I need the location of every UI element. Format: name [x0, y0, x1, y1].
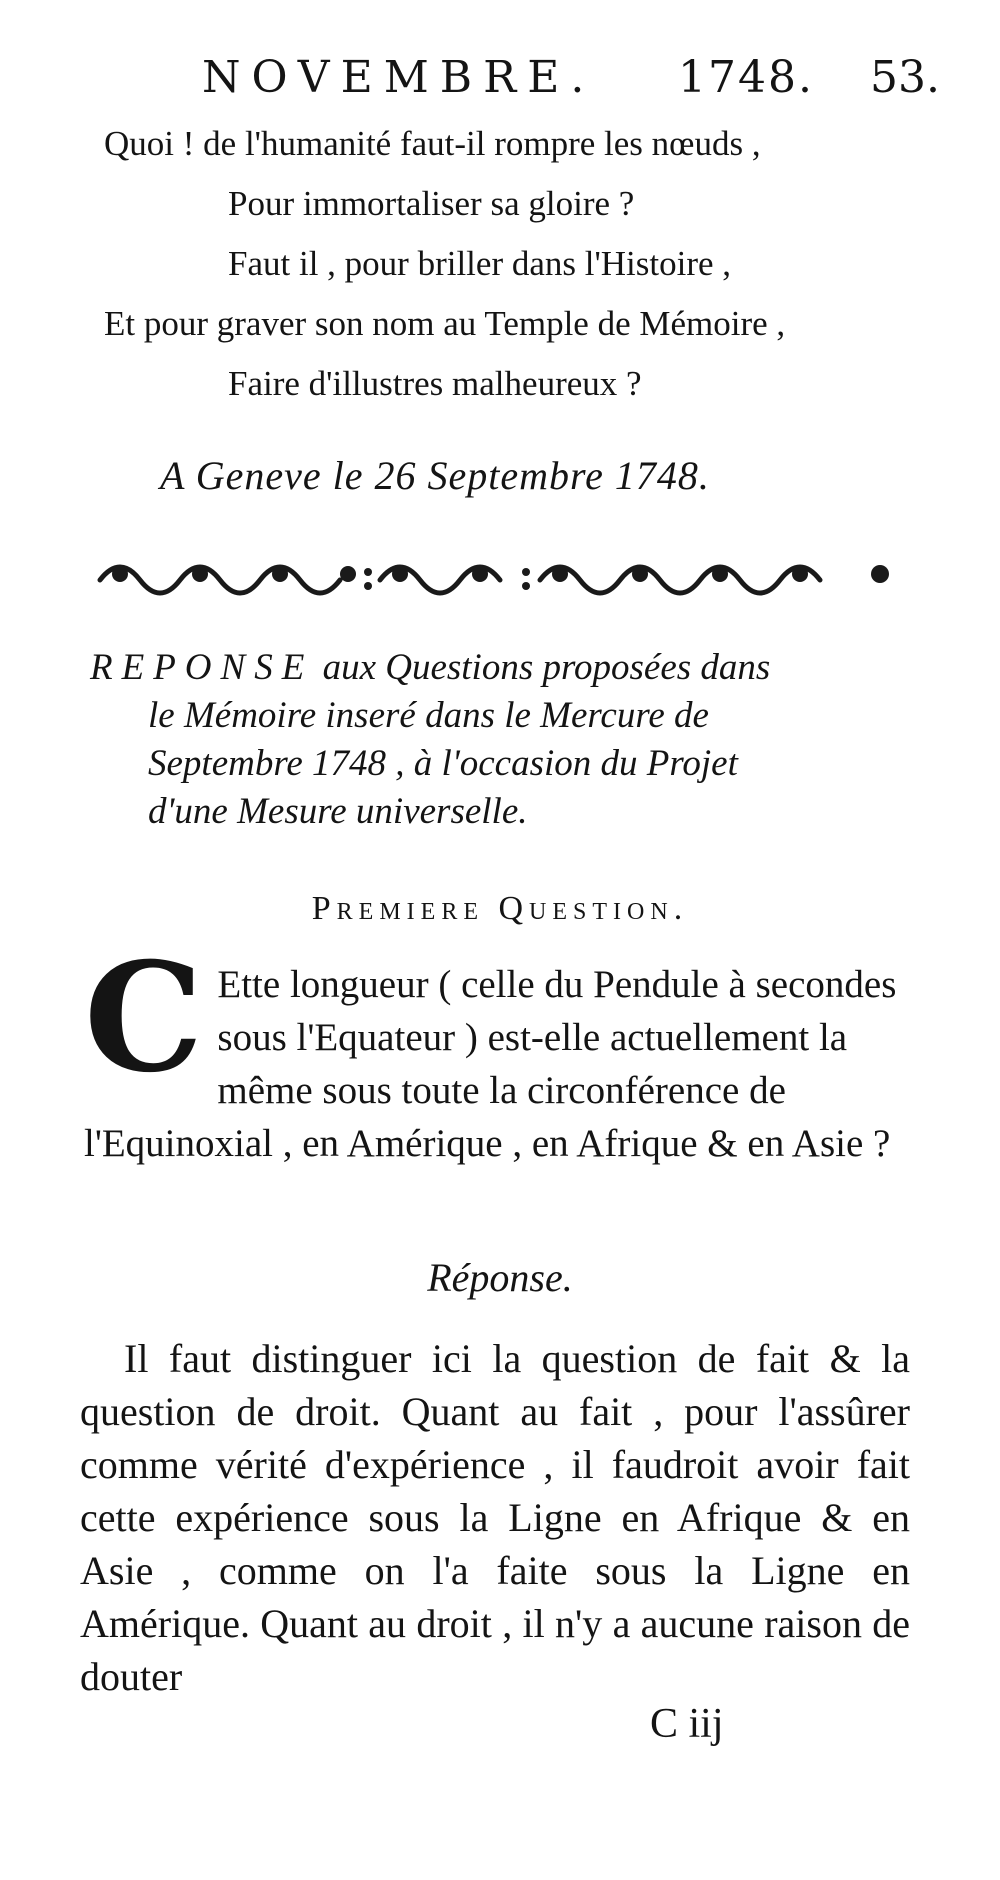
verse-line: Et pour graver son nom au Temple de Mémoire , [104, 304, 786, 343]
answer-paragraph: Il faut distinguer ici la question de fait & la question de droit. Quant au fait , pour l'assûrer comme vérité d'expérience , il faudroit avoir fait cette expérience sous la Ligne en Afrique & en Asie , comme on l'a faite sous la Ligne en Amérique. Quant au droit , il n'y a aucune raison de douter [80, 1336, 910, 1699]
header-month: NOVEMBRE. [202, 52, 596, 103]
verse-line: Faut il , pour briller dans l'Histoire , [228, 244, 732, 283]
title-lead: REPONSE [90, 647, 314, 688]
signature-mark: C iij [650, 1701, 724, 1747]
drop-cap: C [84, 930, 204, 1106]
title-line: d'une Mesure universelle. [148, 791, 528, 832]
running-header [190, 52, 950, 112]
title-line: le Mémoire inseré dans le Mercure de [148, 695, 709, 736]
question-text: Ette longueur ( celle du Pendule à secondes sous l'Equateur ) est-elle actuellement la même sous toute la circonférence de l'Equinoxial , en Amérique , en Afrique & en Asie ? [84, 963, 897, 1165]
ornamental-divider [80, 550, 920, 606]
dateline: A Geneve le 26 Septembre 1748. [160, 453, 710, 498]
verse-line: Pour immortaliser sa gloire ? [228, 184, 635, 223]
verse-line: Quoi ! de l'humanité faut-il rompre les nœuds , [104, 124, 761, 163]
header-year: 1748. [678, 52, 814, 103]
article-title [90, 644, 920, 836]
title-line [90, 644, 920, 692]
question-paragraph [84, 930, 914, 1170]
title-line: Septembre 1748 , à l'occasion du Projet [148, 743, 738, 784]
title-text: aux Questions proposées dans [322, 647, 771, 688]
verse-line: Faire d'illustres malheureux ? [228, 364, 642, 403]
reponse-heading: Réponse. [427, 1255, 573, 1300]
section-heading: Premiere Question. [311, 890, 689, 927]
page-number: 53. [870, 52, 940, 103]
